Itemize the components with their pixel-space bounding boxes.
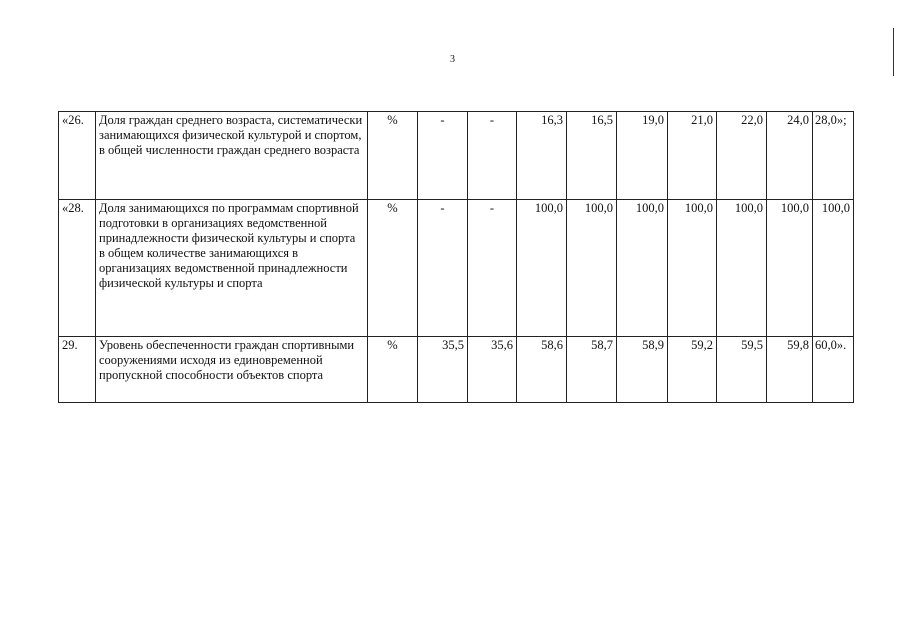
unit-cell: % (368, 112, 418, 200)
value-cell: 22,0 (717, 112, 767, 200)
value-cell: 100,0 (668, 200, 717, 337)
table-row (59, 200, 854, 337)
unit-cell: % (368, 200, 418, 337)
value-cell: 58,7 (567, 337, 617, 403)
row-number-cell: 29. (59, 337, 96, 403)
page-number: 3 (450, 54, 455, 65)
indicators-table (58, 111, 854, 403)
value-cell: 100,0 (517, 200, 567, 337)
value-cell: 59,5 (717, 337, 767, 403)
value-cell: 21,0 (668, 112, 717, 200)
value-cell: 100,0 (767, 200, 813, 337)
value-cell: 58,9 (617, 337, 668, 403)
table-row (59, 337, 854, 403)
value-cell: 19,0 (617, 112, 668, 200)
value-cell: - (468, 112, 517, 200)
indicators-table-container (58, 111, 853, 403)
value-cell: 16,5 (567, 112, 617, 200)
value-cell: 35,5 (418, 337, 468, 403)
value-cell: 100,0 (567, 200, 617, 337)
row-number-cell: «26. (59, 112, 96, 200)
value-cell: 28,0»; (813, 112, 854, 200)
value-cell: - (418, 200, 468, 337)
row-number-cell: «28. (59, 200, 96, 337)
scan-edge-line (893, 28, 894, 76)
unit-cell: % (368, 337, 418, 403)
table-row (59, 112, 854, 200)
indicator-name-cell: Уровень обеспеченности граждан спортивными сооружениями исходя из единовременной пропускной способности объектов спорта (96, 337, 368, 403)
value-cell: 59,2 (668, 337, 717, 403)
value-cell: 59,8 (767, 337, 813, 403)
value-cell: 100,0 (617, 200, 668, 337)
value-cell: - (418, 112, 468, 200)
value-cell: 35,6 (468, 337, 517, 403)
value-cell: 100,0 (813, 200, 854, 337)
indicator-name-cell: Доля занимающихся по программам спортивной подготовки в организациях ведомственной принадлежности физической культуры и спорта в общем количестве занимающихся в организациях ведомственной принадлежности физической культуры и спорта (96, 200, 368, 337)
value-cell: 60,0». (813, 337, 854, 403)
value-cell: - (468, 200, 517, 337)
value-cell: 24,0 (767, 112, 813, 200)
value-cell: 58,6 (517, 337, 567, 403)
indicator-name-cell: Доля граждан среднего возраста, систематически занимающихся физической культурой и спортом, в общей численности граждан среднего возраста (96, 112, 368, 200)
value-cell: 100,0 (717, 200, 767, 337)
value-cell: 16,3 (517, 112, 567, 200)
